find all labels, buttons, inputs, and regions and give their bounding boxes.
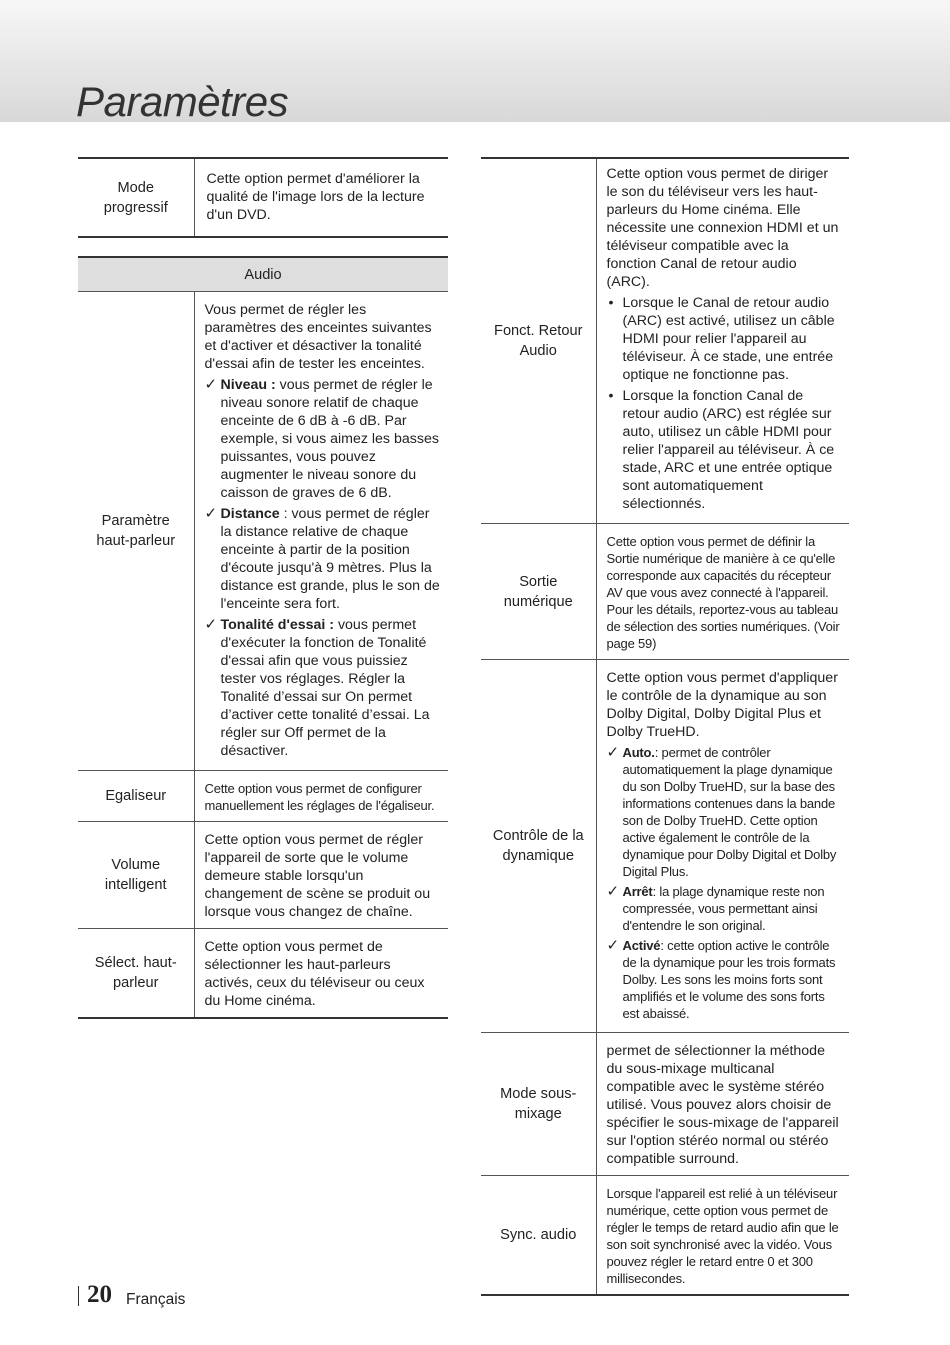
row-label-sync-audio: Sync. audio	[481, 1176, 596, 1296]
row-description-controle-dynamique	[596, 660, 849, 1033]
item-text: : la plage dynamique reste non compressée, vous permettant ainsi d'entendre le son original.	[622, 884, 825, 933]
check-list	[205, 376, 441, 760]
list-item	[205, 616, 441, 760]
row-description-sortie-numerique: Cette option vous permet de définir la Sortie numérique de manière à ce qu'elle corresponde aux capacités du récepteur AV que vous avez connecté à l'appareil. Pour les détails, reportez-vous au tableau de sélection des sorties numériques. (Voir page 59)	[596, 524, 849, 660]
item-text: : vous permet de régler la distance relative de chaque enceinte à partir de la position d'écoute jusqu'à 9 mètres. Plus la distance est grande, plus le son de l'enceinte sera fort.	[220, 506, 440, 612]
audio-output-table	[481, 157, 849, 1296]
footer-divider	[78, 1286, 79, 1306]
audio-settings-table	[78, 256, 448, 1019]
row-label-mode-progressif: Mode progressif	[78, 158, 194, 237]
item-title: Distance	[220, 506, 280, 522]
page-title: Paramètres	[76, 78, 289, 125]
bullet-list	[607, 294, 842, 513]
item-text: vous permet de régler le niveau sonore relatif de chaque enceinte de 6 dB à -6 dB. Par exemple, si vous aimez les basses puissantes, vous pouvez augmenter le niveau sonore du caisson de graves de 6 dB.	[220, 377, 439, 501]
list-item: • Lorsque le Canal de retour audio (ARC) est activé, utilisez un câble HDMI pour relier l'appareil au téléviseur. À ce stade, une entrée optique ne fonctionne pas.	[607, 294, 842, 384]
row-description-mode-progressif: Cette option permet d'améliorer la qualité de l'image lors de la lecture d'un DVD.	[194, 158, 448, 237]
item-title: Tonalité d'essai :	[220, 617, 334, 633]
row-label-parametre-haut-parleur: Paramètre haut-parleur	[78, 292, 194, 771]
row-description-volume-intelligent: Cette option vous permet de régler l'appareil de sorte que le volume demeure stable lorsqu'un changement de scène se produit ou lorsque vous changez de chaîne.	[194, 822, 448, 929]
item-text: : cette option active le contrôle de la dynamique pour les trois formats Dolby. Les sons les moins forts sont amplifiés et le volume des sons forts est abaissé.	[622, 938, 836, 1021]
table-row	[481, 1176, 849, 1296]
mode-progressif-table	[78, 157, 448, 238]
page-number: 20	[87, 1281, 112, 1308]
table-row	[481, 660, 849, 1033]
row-label-fonct-retour-audio: Fonct. Retour Audio	[481, 158, 596, 524]
check-list	[607, 744, 842, 1022]
table-row	[78, 822, 448, 929]
row-description-egaliseur: Cette option vous permet de configurer manuellement les réglages de l'égaliseur.	[194, 771, 448, 822]
item-title: Arrêt	[622, 884, 653, 899]
list-item	[607, 883, 842, 934]
row-description-parametre-haut-parleur	[194, 292, 448, 771]
row-label-sortie-numerique: Sortie numérique	[481, 524, 596, 660]
row-description-fonct-retour-audio	[596, 158, 849, 524]
row-label-select-haut-parleur: Sélect. haut-parleur	[78, 929, 194, 1019]
description-intro: Vous permet de régler les paramètres des enceintes suivantes et d'activer et désactiver la tonalité d'essai afin de tester les enceintes.	[204, 302, 432, 372]
table-row	[481, 1033, 849, 1176]
description-intro: Cette option vous permet de diriger le son du téléviseur vers les haut-parleurs du Home cinéma. Elle nécessite une connexion HDMI et un téléviseur compatible avec la fonction Canal de retour audio (ARC).	[606, 166, 839, 290]
table-header-row	[78, 257, 448, 292]
item-text: : permet de contrôler automatiquement la plage dynamique du son Dolby TrueHD, sur la base des informations contenues dans la bande son de Dolby TrueHD. Cette option active également le contrôle de la dynamique pour Dolby Digital et Dolby Digital Plus.	[622, 745, 837, 879]
section-header-audio: Audio	[78, 257, 448, 292]
item-text: vous permet d'exécuter la fonction de Tonalité d'essai afin que vous puissiez tester vos réglages. Régler la Tonalité d’essai sur On permet d’activer cette tonalité d’essai. La régler sur Off permet de la désactiver.	[220, 617, 430, 759]
row-label-controle-dynamique: Contrôle de la dynamique	[481, 660, 596, 1033]
row-description-select-haut-parleur: Cette option vous permet de sélectionner les haut-parleurs activés, ceux du téléviseur ou ceux du Home cinéma.	[194, 929, 448, 1019]
row-label-volume-intelligent: Volume intelligent	[78, 822, 194, 929]
item-title: Auto.	[622, 745, 655, 760]
table-row	[78, 929, 448, 1019]
row-description-sync-audio: Lorsque l'appareil est relié à un téléviseur numérique, cette option vous permet de régler le temps de retard audio afin que le son soit synchronisé avec la vidéo. Vous pouvez régler le retard entre 0 et 300 millisecondes.	[596, 1176, 849, 1296]
page-language: Français	[126, 1291, 186, 1308]
list-item	[607, 744, 842, 880]
list-item	[607, 937, 842, 1022]
table-row	[78, 292, 448, 771]
item-title: Niveau :	[220, 377, 276, 393]
table-row	[78, 158, 448, 237]
table-row	[78, 771, 448, 822]
row-description-mode-sous-mixage: permet de sélectionner la méthode du sous-mixage multicanal compatible avec le système stéréo utilisé. Vous pouvez alors choisir de spécifier le sous-mixage de l'appareil sur l'option stéréo normal ou stéréo compatible surround.	[596, 1033, 849, 1176]
table-row	[481, 158, 849, 524]
table-row	[481, 524, 849, 660]
item-title: Activé	[622, 938, 661, 953]
row-label-egaliseur: Egaliseur	[78, 771, 194, 822]
row-label-mode-sous-mixage: Mode sous-mixage	[481, 1033, 596, 1176]
list-item	[205, 505, 441, 613]
description-intro: Cette option vous permet d'appliquer le contrôle de la dynamique au son Dolby Digital, Dolby Digital Plus et Dolby TrueHD.	[606, 670, 838, 740]
list-item	[205, 376, 441, 502]
list-item: • Lorsque la fonction Canal de retour audio (ARC) est réglée sur auto, utilisez un câble HDMI pour relier l'appareil au téléviseur. À ce stade, ARC et une entrée optique sont automatiquement sélectionnés.	[607, 387, 842, 513]
